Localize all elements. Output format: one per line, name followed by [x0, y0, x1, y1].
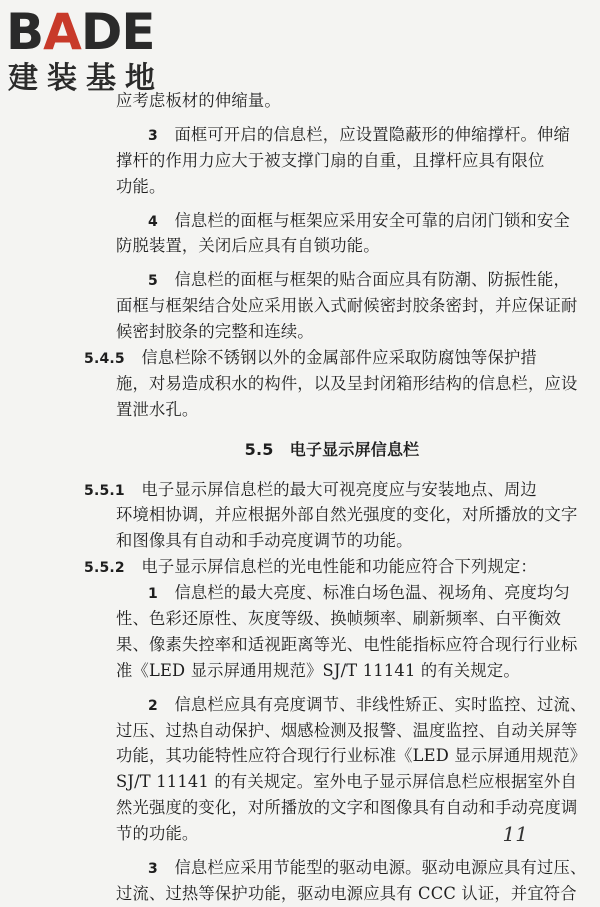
line-text: 功能。 — [116, 176, 166, 196]
line-text: 候密封胶条的完整和连续。 — [116, 322, 314, 342]
line-text: 面框与框架结合处应采用嵌入式耐候密封胶条密封，并应保证耐 — [116, 296, 578, 316]
clause-number: 2 — [148, 697, 158, 714]
clause-number: 5.4.5 — [84, 351, 125, 368]
line-text: 面框可开启的信息栏，应设置隐蔽形的伸缩撑杆。伸缩 — [174, 124, 570, 144]
text-line — [116, 88, 548, 114]
text-line — [116, 267, 570, 293]
text-line — [116, 606, 561, 632]
text-line — [116, 658, 548, 684]
text-line — [116, 371, 578, 397]
clause-number: 5.5.1 — [84, 482, 125, 499]
line-text: SJ/T 11141 的有关规定。室外电子显示屏信息栏应根据室外自 — [116, 772, 577, 792]
clause-number: 3 — [148, 861, 158, 878]
line-text: 和图像具有自动和手动亮度调节的功能。 — [116, 531, 413, 551]
line-text: 信息栏应具有亮度调节、非线性矫正、实时监控、过流、 — [174, 694, 587, 714]
line-text: 功能，其功能特性应符合现行行业标准《LED 显示屏通用规范》 — [116, 746, 587, 766]
line-text: 信息栏的面框与框架的贴合面应具有防潮、防振性能， — [174, 270, 570, 290]
text-line — [84, 345, 548, 371]
section-heading: 5.5 电子显示屏信息栏 — [244, 439, 420, 459]
line-text: 信息栏的面框与框架应采用安全可靠的启闭门锁和安全 — [174, 210, 570, 230]
line-text: 环境相协调，并应根据外部自然光强度的变化，对所播放的文字 — [116, 505, 578, 525]
clause-number: 5 — [148, 273, 158, 290]
text-line — [116, 293, 578, 319]
logo-subtitle: 建装基地 — [8, 61, 164, 96]
text-line — [116, 174, 548, 200]
paragraph-gap — [116, 200, 548, 208]
text-line — [84, 477, 548, 503]
line-text: 电子显示屏信息栏的光电性能和功能应符合下列规定： — [141, 557, 537, 577]
logo-word-text: BADE — [6, 3, 155, 61]
text-line — [116, 769, 577, 795]
paragraph-gap — [116, 463, 548, 477]
text-line — [84, 554, 548, 580]
line-text: 然光强度的变化，对所播放的文字和图像具有自动和手动亮度调 — [116, 798, 578, 818]
text-line — [116, 821, 548, 847]
line-text: 撑杆的作用力应大于被支撑门扇的自重，且撑杆应具有限位 — [116, 150, 545, 170]
text-line — [116, 881, 577, 907]
text-line — [116, 632, 578, 658]
logo-wordmark — [6, 3, 155, 61]
line-text: 节的功能。 — [116, 824, 199, 844]
clause-number: 5.5.2 — [84, 560, 125, 577]
paragraph-gap — [116, 684, 548, 692]
watermark-logo — [6, 3, 181, 101]
paragraph-gap — [116, 114, 548, 122]
line-text: 过压、过热自动保护、烟感检测及报警、温度监控、自动关屏等 — [116, 720, 578, 740]
text-line — [116, 148, 548, 174]
line-text: 信息栏的最大亮度、标准白场色温、视场角、亮度均匀 — [174, 583, 570, 603]
text-line — [116, 795, 578, 821]
text-line — [116, 692, 587, 718]
text-line — [116, 743, 587, 769]
line-text: 果、像素失控率和适视距离等光、电性能指标应符合现行行业标 — [116, 634, 578, 654]
text-line — [116, 502, 578, 528]
text-line — [116, 580, 570, 606]
paragraph-gap — [116, 847, 548, 855]
text-line — [116, 208, 570, 234]
paragraph-gap — [116, 423, 548, 437]
line-text: 性、色彩还原性、灰度等级、换帧频率、刷新频率、白平衡效 — [116, 609, 561, 629]
text-line — [116, 233, 548, 259]
clause-number: 3 — [148, 127, 158, 144]
text-line — [116, 855, 587, 881]
paragraph-gap — [116, 259, 548, 267]
line-text: 电子显示屏信息栏的最大可视亮度应与安装地点、周边 — [141, 479, 537, 499]
clause-number: 1 — [148, 586, 158, 603]
text-line — [116, 528, 548, 554]
page-number: 11 — [502, 822, 528, 846]
line-text: 准《LED 显示屏通用规范》SJ/T 11141 的有关规定。 — [116, 660, 520, 680]
text-line — [116, 397, 548, 423]
line-text: 过流、过热等保护功能，驱动电源应具有 CCC 认证，并宜符合 — [116, 883, 577, 903]
line-text: 信息栏应采用节能型的驱动电源。驱动电源应具有过压、 — [174, 858, 587, 878]
clause-number: 4 — [148, 213, 158, 230]
line-text: 防脱装置，关闭后应具有自锁功能。 — [116, 236, 380, 256]
text-line — [116, 122, 570, 148]
line-text: 应考虑板材的伸缩量。 — [116, 91, 281, 110]
body-text — [84, 88, 587, 907]
line-text: 信息栏除不锈钢以外的金属部件应采取防腐蚀等保护措 — [141, 348, 537, 368]
text-line — [116, 319, 548, 345]
line-text: 置泄水孔。 — [116, 399, 199, 419]
text-line — [116, 718, 578, 744]
line-text: 施，对易造成积水的构件，以及呈封闭箱形结构的信息栏，应设 — [116, 373, 578, 393]
